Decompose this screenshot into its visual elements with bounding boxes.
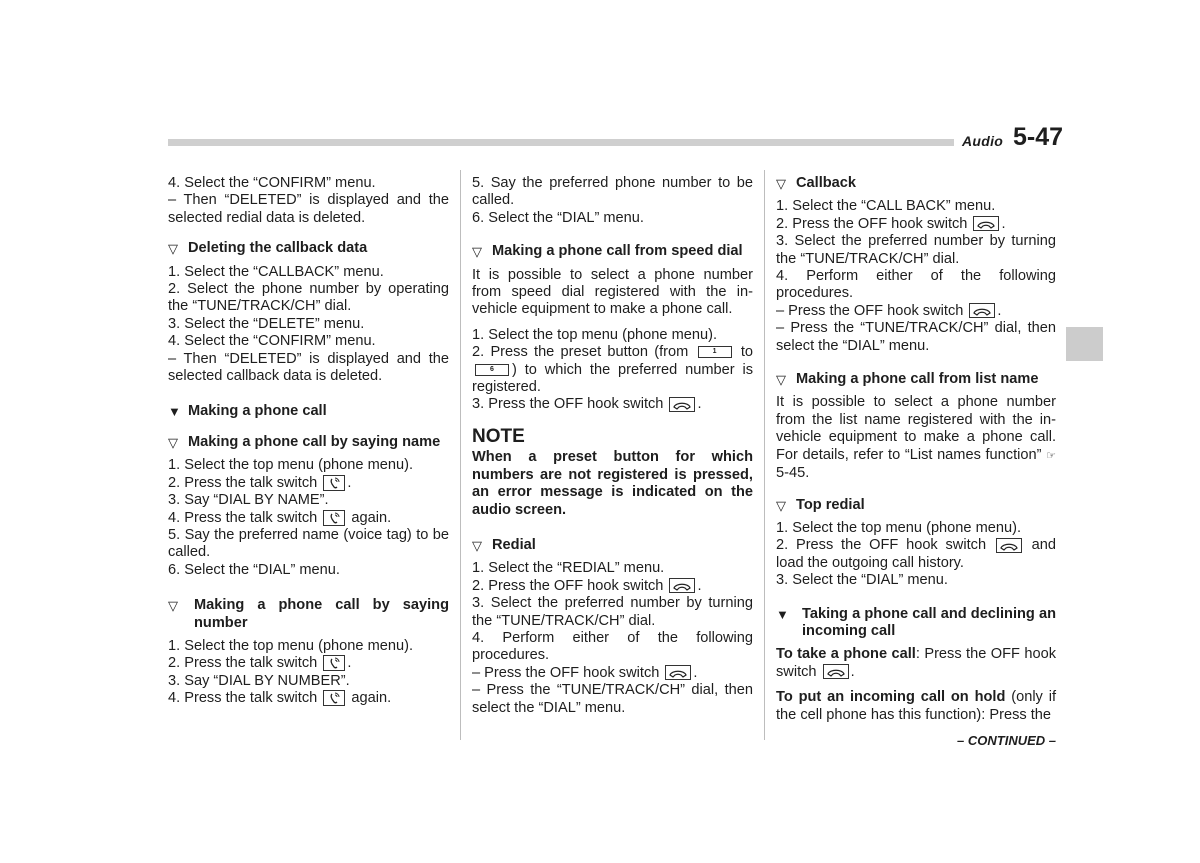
step: 3. Select the preferred number by turning the “TUNE/TRACK/CH” dial.: [472, 595, 753, 629]
subsection-heading: ▽ Making a phone call from speed dial: [472, 243, 743, 260]
subsection-heading: ▽ Deleting the callback data: [168, 240, 368, 257]
step: 6. Select the “DIAL” menu.: [168, 561, 340, 578]
step: 1. Select the top menu (phone menu).: [776, 519, 1022, 536]
column-2: [472, 175, 753, 717]
section-title: Audio: [962, 133, 1004, 149]
column-1: [168, 175, 449, 708]
talk-switch-icon: [323, 690, 345, 706]
phone-handset-icon: [823, 664, 849, 679]
step: 3. Say “DIAL BY NAME”.: [168, 492, 329, 509]
open-triangle-icon: ▽: [776, 176, 786, 191]
step: 2. Press the preset button (from 1 to 6 ) to which the preferred number is registered.: [472, 344, 754, 396]
step-option: – Press the “TUNE/TRACK/CH” dial, then select the “DIAL” menu.: [472, 682, 753, 716]
step: 2. Press the OFF hook switch .: [776, 215, 1006, 232]
step: 3. Say “DIAL BY NUMBER”.: [168, 672, 350, 689]
step: 2. Press the OFF hook switch .: [472, 577, 702, 594]
subsection-heading: ▽ Making a phone call by saying name: [168, 433, 441, 450]
step: 1. Select the top menu (phone menu).: [168, 637, 414, 654]
open-triangle-icon: ▽: [776, 497, 786, 513]
section-heading: ▼ Making a phone call: [168, 403, 327, 420]
step: 4. Press the talk switch again.: [168, 509, 392, 526]
step: 1. Select the “REDIAL” menu.: [472, 560, 665, 577]
open-triangle-icon: ▽: [472, 537, 482, 553]
talk-switch-icon: [323, 655, 345, 671]
step-option: – Press the OFF hook switch .: [472, 664, 698, 681]
phone-handset-icon: [665, 665, 691, 680]
note-title: NOTE: [472, 425, 525, 447]
section-heading: ▼ Taking a phone call and declining an incoming call: [776, 605, 1056, 639]
phone-handset-icon: [996, 538, 1022, 553]
step: 1. Select the top menu (phone menu).: [472, 326, 718, 343]
talk-switch-icon: [323, 475, 345, 491]
paragraph: To put an incoming call on hold (only if the cell phone has this function): Press the: [776, 689, 1056, 723]
solid-triangle-icon: ▼: [776, 606, 789, 622]
subsection-heading: ▽ Making a phone call from list name: [776, 371, 1039, 388]
reference-pointer-icon: ☞: [1046, 449, 1056, 462]
column-3: [776, 175, 1056, 724]
step: 4. Press the talk switch again.: [168, 690, 392, 707]
step: 3. Press the OFF hook switch .: [472, 396, 702, 413]
step: 3. Select the preferred number by turning the “TUNE/TRACK/CH” dial.: [776, 233, 1056, 267]
step: 2. Press the OFF hook switch and load the outgoing call history.: [776, 537, 1056, 571]
phone-handset-icon: [669, 397, 695, 412]
open-triangle-icon: ▽: [776, 372, 786, 388]
chapter-thumb-tab: [1066, 327, 1103, 361]
step-option: – Press the “TUNE/TRACK/CH” dial, then select the “DIAL” menu.: [776, 320, 1056, 354]
step: 1. Select the top menu (phone menu).: [168, 457, 414, 474]
phone-handset-icon: [969, 303, 995, 318]
step: 1. Select the “CALL BACK” menu.: [776, 198, 996, 215]
open-triangle-icon: ▽: [168, 241, 178, 257]
step: 4. Perform either of the following procedures.: [776, 268, 1056, 302]
step: 3. Select the “DELETE” menu.: [168, 315, 365, 332]
subsection-heading: ▽ Making a phone call by saying number: [168, 597, 449, 631]
open-triangle-icon: ▽: [168, 598, 178, 614]
paragraph: To take a phone call: Press the OFF hook switch .: [776, 646, 1056, 680]
step-option: – Press the OFF hook switch .: [776, 302, 1002, 319]
continued-label: – CONTINUED –: [957, 733, 1056, 748]
open-triangle-icon: ▽: [168, 434, 178, 450]
note-body: When a preset button for which numbers are not registered is pressed, an error message is indicated on the audio screen.: [472, 449, 753, 518]
step: 2. Select the phone number by operating the “TUNE/TRACK/CH” dial.: [168, 281, 449, 315]
cross-reference[interactable]: 5-45.: [776, 465, 810, 482]
step: 2. Press the talk switch .: [168, 474, 352, 491]
step-result: – Then “DELETED” is displayed and the selected callback data is deleted.: [168, 350, 449, 385]
step: 4. Perform either of the following procedures.: [472, 629, 753, 664]
subsection-heading: ▽ Redial: [472, 536, 536, 553]
step: 4. Select the “CONFIRM” menu.: [168, 333, 376, 350]
step: 5. Say the preferred name (voice tag) to be called.: [168, 526, 449, 561]
subsection-heading: ▽ Top redial: [776, 496, 865, 513]
open-triangle-icon: ▽: [472, 244, 482, 260]
paragraph: It is possible to select a phone number from the list name registered with the in-vehicle equipment to make a phone call. For details, refer to “List names function” ☞5-45.: [776, 394, 1056, 482]
subsection-heading: ▽ Callback: [776, 175, 857, 191]
step: 5. Say the preferred phone number to be called.: [472, 175, 753, 209]
step: 1. Select the “CALLBACK” menu.: [168, 263, 384, 280]
step: 6. Select the “DIAL” menu.: [472, 209, 644, 226]
column-divider: [764, 170, 765, 740]
preset-button-1-icon: 1: [698, 346, 732, 358]
column-divider: [460, 170, 461, 740]
header-rule: [168, 139, 954, 146]
preset-button-6-icon: 6: [475, 364, 509, 376]
step: 3. Select the “DIAL” menu.: [776, 572, 948, 589]
step: 2. Press the talk switch .: [168, 655, 352, 672]
page-number: 5-47: [1013, 123, 1064, 151]
paragraph: It is possible to select a phone number from speed dial registered with the in-vehicle equipment to make a phone call.: [472, 266, 753, 318]
phone-handset-icon: [669, 578, 695, 593]
step-result: – Then “DELETED” is displayed and the selected redial data is deleted.: [168, 192, 449, 226]
phone-handset-icon: [973, 216, 999, 231]
step: 4. Select the “CONFIRM” menu.: [168, 175, 376, 191]
solid-triangle-icon: ▼: [168, 404, 181, 420]
talk-switch-icon: [323, 510, 345, 526]
